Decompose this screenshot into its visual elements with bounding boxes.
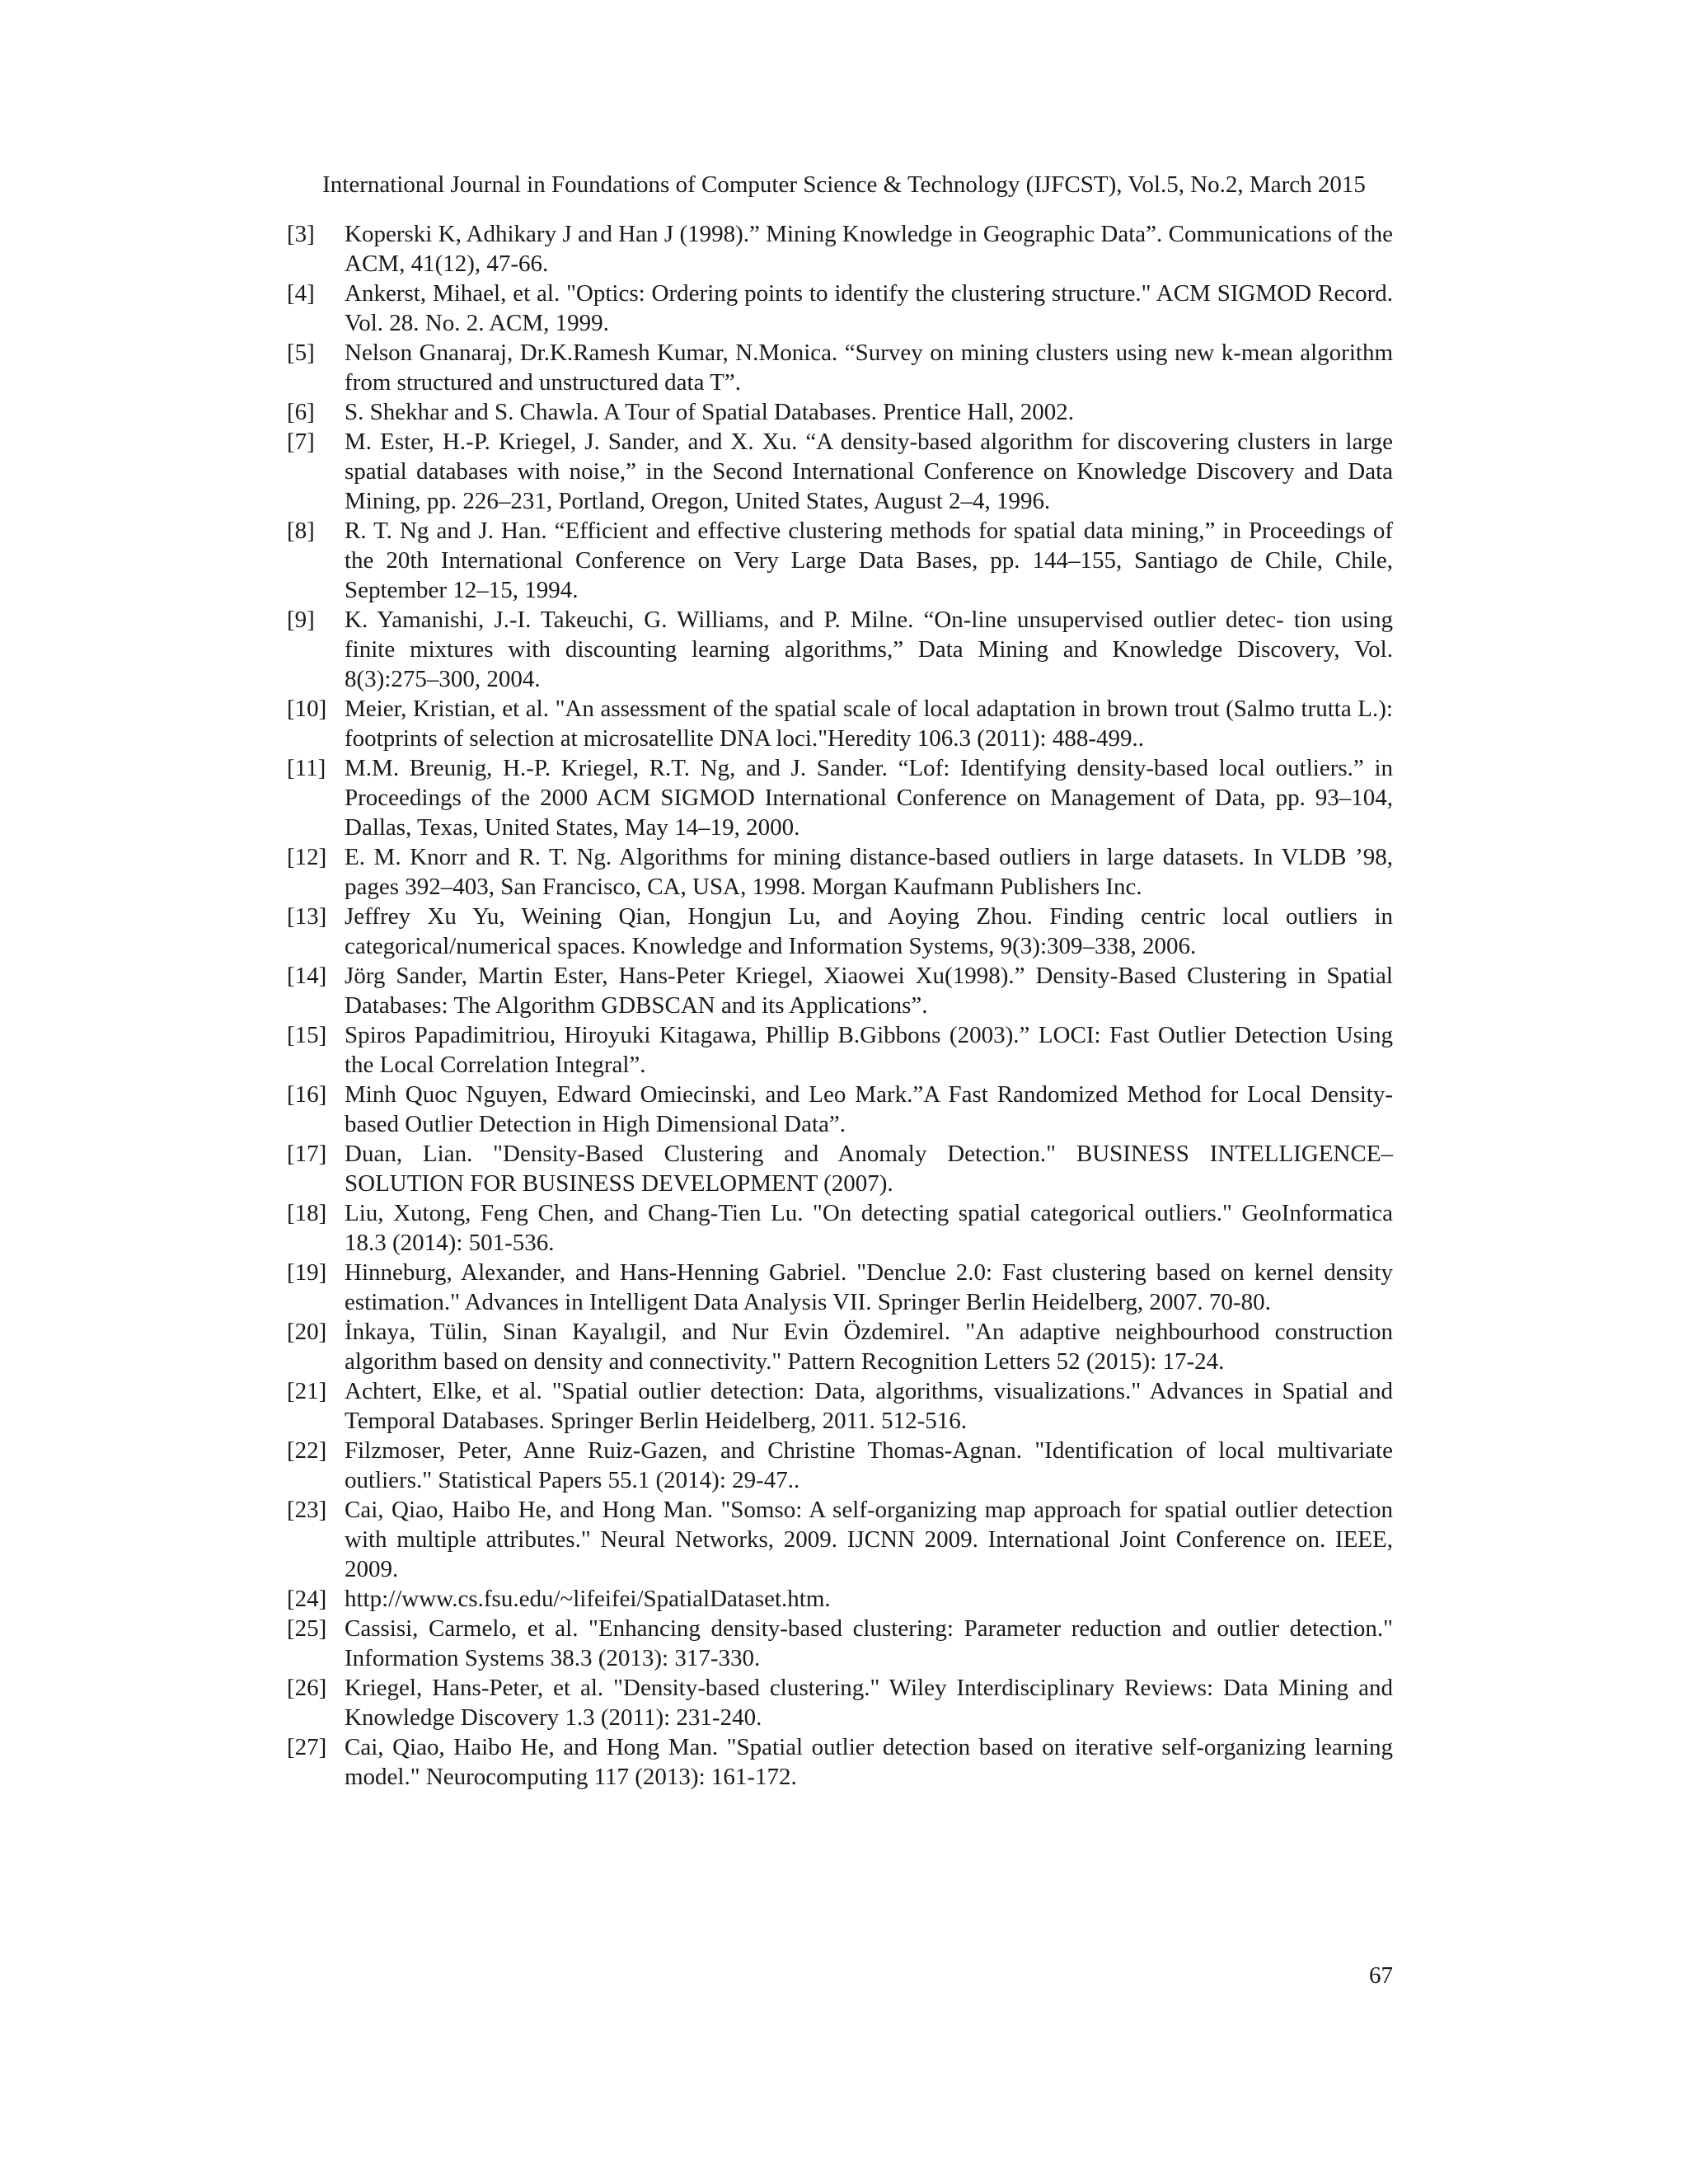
reference-text: Koperski K, Adhikary J and Han J (1998).” Mining Knowledge in Geographic Data”. Communications of the ACM, 41(12), 47-66. [345,221,1393,277]
reference-item [287,1495,1393,1584]
reference-item [287,1614,1393,1673]
reference-text: E. M. Knorr and R. T. Ng. Algorithms for mining distance-based outliers in large datasets. In VLDB ’98, pages 392–403, San Francisco, CA, USA, 1998. Morgan Kaufmann Publishers Inc. [345,844,1393,900]
page-number: 67 [1369,1962,1393,1989]
reference-number: [25] [287,1615,327,1642]
reference-item [287,1584,1393,1614]
reference-item [287,1376,1393,1436]
reference-number: [17] [287,1141,327,1167]
reference-number: [18] [287,1200,327,1226]
reference-number: [3] [287,221,315,247]
reference-text: http://www.cs.fsu.edu/~lifeifei/SpatialDataset.htm. [345,1586,831,1612]
reference-text: Filzmoser, Peter, Anne Ruiz-Gazen, and Christine Thomas-Agnan. "Identification of local multivariate outliers." Statistical Papers 55.1 (2014): 29-47.. [345,1437,1393,1493]
reference-item [287,1436,1393,1495]
reference-item [287,397,1393,427]
reference-text: M.M. Breunig, H.-P. Kriegel, R.T. Ng, and J. Sander. “Lof: Identifying density-based local outliers.” in Proceedings of the 2000 ACM SIGMOD International Conference on Management of Data, pp. 93–104, Dallas, Texas, United States, May 14–19, 2000. [345,755,1393,841]
reference-item [287,1020,1393,1080]
reference-text: İnkaya, Tülin, Sinan Kayalıgil, and Nur Evin Özdemirel. "An adaptive neighbourhood construction algorithm based on density and connectivity." Pattern Recognition Letters 52 (2015): 17-24. [345,1319,1393,1375]
reference-number: [15] [287,1022,327,1048]
reference-text: S. Shekhar and S. Chawla. A Tour of Spatial Databases. Prentice Hall, 2002. [345,399,1075,425]
reference-number: [27] [287,1734,327,1760]
reference-item [287,605,1393,694]
reference-number: [26] [287,1675,327,1701]
reference-text: Kriegel, Hans-Peter, et al. "Density-based clustering." Wiley Interdisciplinary Reviews: Data Mining and Knowledge Discovery 1.3 (2011): 231-240. [345,1675,1393,1731]
reference-item [287,338,1393,397]
reference-text: Jörg Sander, Martin Ester, Hans-Peter Kriegel, Xiaowei Xu(1998).” Density-Based Clustering in Spatial Databases: The Algorithm GDBSCAN and its Applications”. [345,963,1393,1019]
reference-number: [9] [287,607,315,633]
reference-number: [14] [287,963,327,989]
reference-number: [8] [287,518,315,544]
reference-number: [7] [287,429,315,455]
reference-number: [10] [287,696,327,722]
reference-item [287,1198,1393,1258]
reference-item [287,842,1393,902]
reference-number: [16] [287,1081,327,1108]
reference-number: [23] [287,1497,327,1523]
reference-text: K. Yamanishi, J.-I. Takeuchi, G. Williams, and P. Milne. “On-line unsupervised outlier detec- tion using finite mixtures with discounting learning algorithms,” Data Mining and Knowledge Discovery, Vol. 8(3):275–300, 2004. [345,607,1393,692]
reference-item [287,1732,1393,1792]
reference-text: R. T. Ng and J. Han. “Efficient and effective clustering methods for spatial data mining,” in Proceedings of the 20th International Conference on Very Large Data Bases, pp. 144–155, Santiago de Chile, Chile, September 12–15, 1994. [345,518,1393,603]
journal-running-header: International Journal in Foundations of Computer Science & Technology (IJFCST), Vol.5, No.2, March 2015 [322,171,1366,198]
reference-text: Nelson Gnanaraj, Dr.K.Ramesh Kumar, N.Monica. “Survey on mining clusters using new k-mean algorithm from structured and unstructured data T”. [345,340,1393,396]
reference-number: [11] [287,755,326,781]
reference-number: [22] [287,1437,327,1464]
reference-text: Cai, Qiao, Haibo He, and Hong Man. "Spatial outlier detection based on iterative self-organizing learning model." Neurocomputing 117 (2013): 161-172. [345,1734,1393,1790]
reference-item [287,753,1393,842]
reference-number: [12] [287,844,327,870]
reference-text: Liu, Xutong, Feng Chen, and Chang-Tien Lu. "On detecting spatial categorical outliers." GeoInformatica 18.3 (2014): 501-536. [345,1200,1393,1256]
reference-text: Cai, Qiao, Haibo He, and Hong Man. "Somso: A self-organizing map approach for spatial outlier detection with multiple attributes." Neural Networks, 2009. IJCNN 2009. International Joint Conference on. IEEE, 2009. [345,1497,1393,1582]
reference-text: Duan, Lian. "Density-Based Clustering and Anomaly Detection." BUSINESS INTELLIGENCE– SOLUTION FOR BUSINESS DEVELOPMENT (2007). [345,1141,1393,1197]
reference-item [287,427,1393,516]
reference-item [287,1673,1393,1732]
reference-text: Meier, Kristian, et al. "An assessment of the spatial scale of local adaptation in brown trout (Salmo trutta L.): footprints of selection at microsatellite DNA loci."Heredity 106.3 (2011): 488-499.. [345,696,1393,752]
reference-text: Hinneburg, Alexander, and Hans-Henning Gabriel. "Denclue 2.0: Fast clustering based on kernel density estimation." Advances in Intelligent Data Analysis VII. Springer Berlin Heidelberg, 2007. 70-80. [345,1259,1393,1315]
reference-item [287,516,1393,605]
reference-number: [19] [287,1259,327,1286]
reference-number: [21] [287,1378,327,1404]
reference-item [287,219,1393,279]
reference-number: [24] [287,1586,327,1612]
reference-text: Minh Quoc Nguyen, Edward Omiecinski, and Leo Mark.”A Fast Randomized Method for Local Density-based Outlier Detection in High Dimensional Data”. [345,1081,1393,1137]
reference-item [287,961,1393,1020]
reference-item [287,1258,1393,1317]
reference-number: [5] [287,340,315,366]
reference-text: M. Ester, H.-P. Kriegel, J. Sander, and X. Xu. “A density-based algorithm for discovering clusters in large spatial databases with noise,” in the Second International Conference on Knowledge Discovery and Data Mining, pp. 226–231, Portland, Oregon, United States, August 2–4, 1996. [345,429,1393,514]
reference-number: [20] [287,1319,327,1345]
reference-number: [4] [287,280,315,307]
reference-item [287,902,1393,961]
reference-text: Ankerst, Mihael, et al. "Optics: Ordering points to identify the clustering structure." ACM SIGMOD Record. Vol. 28. No. 2. ACM, 1999. [345,280,1393,336]
reference-text: Jeffrey Xu Yu, Weining Qian, Hongjun Lu, and Aoying Zhou. Finding centric local outliers in categorical/numerical spaces. Knowledge and Information Systems, 9(3):309–338, 2006. [345,903,1393,959]
reference-item [287,1139,1393,1198]
reference-item [287,279,1393,338]
reference-number: [6] [287,399,315,425]
reference-item [287,1080,1393,1139]
reference-item [287,1317,1393,1376]
reference-text: Spiros Papadimitriou, Hiroyuki Kitagawa, Phillip B.Gibbons (2003).” LOCI: Fast Outlier Detection Using the Local Correlation Integral”. [345,1022,1393,1078]
reference-text: Achtert, Elke, et al. "Spatial outlier detection: Data, algorithms, visualizations." Advances in Spatial and Temporal Databases. Springer Berlin Heidelberg, 2011. 512-516. [345,1378,1393,1434]
reference-number: [13] [287,903,327,930]
reference-text: Cassisi, Carmelo, et al. "Enhancing density-based clustering: Parameter reduction and outlier detection." Information Systems 38.3 (2013): 317-330. [345,1615,1393,1671]
reference-item [287,694,1393,753]
reference-list [287,219,1393,1792]
